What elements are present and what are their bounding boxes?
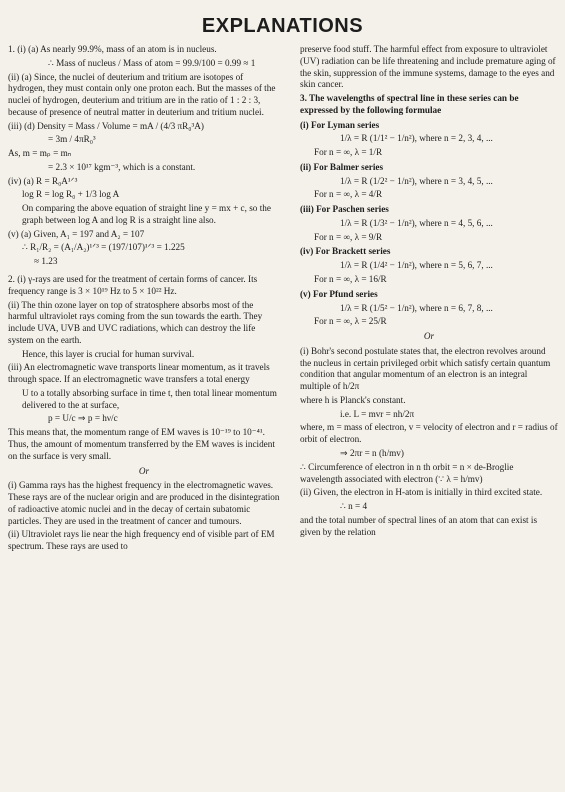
equation: ∴ R₁/R₂ = (A₁/A₂)¹ᐟ³ = (197/107)¹ᐟ³ = 1.225 (22, 242, 185, 253)
text-line: (ii) (a) Since, the nuclei of deuterium and tritium are isotopes of hydrogen, they must contain only one proton each. But the masses of the nuclei of hydrogen, deuterium and tritium are in the ratio of 1 : 2 : 3, because of presence of neutral matter in deuterium and tritium nuclei. (8, 71, 276, 117)
text-line: ∴ Circumference of electron in n th orbit = n × de-Broglie wavelength associated with electron (∵ λ = h/mv) (300, 461, 514, 484)
series-heading: (v) For Pfund series (300, 288, 378, 299)
text-line: Hence, this layer is crucial for human survival. (22, 348, 195, 359)
text-line: (i) Gamma rays has the highest frequency in the electromagnetic waves. These rays are of the nuclear origin and are produced in the disintegration of radioactive atomic nuclei and in the decay of certain subatomic particles. They are used in the treatment of cancer and tumours. (8, 480, 280, 526)
text-line: This means that, the momentum range of EM waves is 10⁻¹⁹ to 10⁻⁴¹. Thus, the amount of momentum transferred by the EM waves is incident on the surface is very small. (8, 427, 275, 461)
text-line: (v) (a) Given, A₁ = 197 and A₂ = 107 (8, 228, 145, 239)
equation: = 3m / 4πR₀³ (48, 134, 96, 145)
question-heading: 3. The wavelengths of spectral line in these series can be expressed by the following formulae (300, 93, 519, 115)
equation: For n = ∞, λ = 4/R (314, 189, 383, 200)
equation: ⇒ 2πr = n (h/mv) (340, 447, 404, 458)
equation: For n = ∞, λ = 1/R (314, 147, 383, 158)
text-line: and the total number of spectral lines of an atom that can exist is given by the relation (300, 514, 538, 537)
equation: As, m = mₚ = mₙ (8, 148, 72, 159)
right-column (300, 44, 558, 540)
text-line: (ii) Ultraviolet rays lie near the high frequency end of visible part of EM spectrum. These rays are used to (8, 529, 275, 552)
equation: i.e. L = mvr = nh/2π (340, 408, 415, 419)
left-column (8, 44, 280, 555)
equation: p = U/c ⇒ p = hν/c (48, 413, 118, 424)
text-line: where, m = mass of electron, v = velocity of electron and r = radius of orbit of electron. (300, 422, 558, 445)
equation: = 2.3 × 10¹⁷ kgm⁻³, which is a constant. (48, 161, 196, 172)
equation: For n = ∞, λ = 16/R (314, 274, 387, 285)
page-title: EXPLANATIONS (201, 15, 364, 37)
text-line: U to a totally absorbing surface in time t, then total linear momentum delivered to the at surface, (22, 387, 277, 410)
equation: 1/λ = R (1/3² − 1/n²), where n = 4, 5, 6, ... (340, 217, 493, 228)
text-line: (ii) The thin ozone layer on top of stratosphere absorbs most of the harmful ultraviolet rays coming from the sun towards the earth. They include UVA, UVB and UVC radiations, which can destroy the life system on the earth. (8, 299, 263, 345)
equation: (iii) (d) Density = Mass / Volume = mA / (4/3 πR₀³A) (8, 120, 204, 131)
text-line: (i) Bohr's second postulate states that, the electron revolves around the nucleus in certain privileged orbit which satisfy certain quantum condition that angular momentum of an electron is an integral multiple of h/2π (300, 345, 551, 392)
equation: ≈ 1.23 (34, 256, 58, 267)
equation: 1/λ = R (1/4² − 1/n²), where n = 5, 6, 7, ... (340, 260, 493, 271)
equation: ∴ n = 4 (340, 501, 368, 512)
series-heading: (iv) For Brackett series (300, 246, 391, 257)
text-line: 2. (i) γ-rays are used for the treatment of certain forms of cancer. Its frequency range is 3 × 10¹⁹ Hz to 5 × 10²² Hz. (8, 274, 258, 296)
series-heading: (iii) For Paschen series (300, 204, 389, 215)
text-line: where h is Planck's constant. (300, 394, 406, 405)
text-line: On comparing the above equation of straight line y = mx + c, so the graph between log A and log R is a straight line also. (22, 203, 271, 225)
text-line: (iii) An electromagnetic wave transports linear momentum, as it travels through space. If an electromagnetic wave transfers a total energy (8, 362, 270, 385)
equation: log R = log R₀ + 1/3 log A (22, 189, 120, 200)
series-heading: (i) For Lyman series (300, 119, 380, 130)
equation: For n = ∞, λ = 25/R (314, 316, 387, 327)
equation: 1/λ = R (1/1² − 1/n²), where n = 2, 3, 4, ... (340, 133, 493, 144)
or-separator: Or (423, 331, 435, 342)
text-line: (ii) Given, the electron in H-atom is initially in third excited state. (300, 487, 543, 498)
or-separator: Or (138, 465, 150, 476)
text-line: preserve food stuff. The harmful effect from exposure to ultraviolet (UV) radiation can be life threatening and include premature aging of the skin, suppression of the immune systems, damage to the eyes and skin cancer. (300, 44, 556, 90)
series-heading: (ii) For Balmer series (300, 161, 384, 172)
equation: 1/λ = R (1/5² − 1/n²), where n = 6, 7, 8, ... (340, 302, 493, 313)
equation: ∴ Mass of nucleus / Mass of atom = 99.9/100 = 0.99 ≈ 1 (48, 57, 256, 68)
equation: (iv) (a) R = R₀A¹ᐟ³ (8, 175, 78, 186)
equation: 1/λ = R (1/2² − 1/n²), where n = 3, 4, 5, ... (340, 175, 493, 186)
equation: For n = ∞, λ = 9/R (314, 231, 383, 242)
text-line: 1. (i) (a) As nearly 99.9%, mass of an atom is in nucleus. (8, 44, 217, 54)
